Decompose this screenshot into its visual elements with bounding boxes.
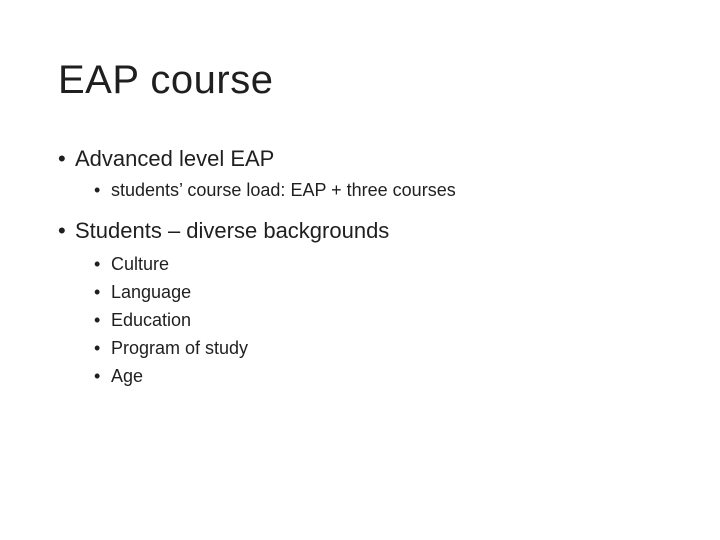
sub-bullet-text: Culture [111, 254, 170, 274]
sub-bullet-text: Language [111, 282, 192, 302]
bullet-text: Advanced level EAP [75, 146, 275, 171]
bullet-icon: • [58, 146, 66, 171]
sub-bullet-text: Education [111, 310, 192, 330]
bullet-icon: • [94, 338, 101, 358]
bullet-text: Students – diverse backgrounds [75, 218, 390, 243]
bullet-icon: • [58, 218, 66, 243]
bullet-icon: • [94, 310, 101, 330]
bullet-icon: • [94, 282, 101, 302]
sub-bullet-item-course-load [58, 176, 678, 204]
sub-bullet-text: Program of study [111, 338, 249, 358]
slide-title: EAP course [58, 58, 274, 102]
bullet-list [58, 144, 678, 390]
sub-bullet-item-program-of-study [58, 334, 678, 362]
sub-bullet-text: students’ course load: EAP + three courses [111, 180, 456, 200]
bullet-icon: • [94, 254, 101, 274]
sub-bullet-item-age [58, 362, 678, 390]
sub-bullet-text: Age [111, 366, 144, 386]
bullet-icon: • [94, 180, 101, 200]
sub-bullet-item-language [58, 278, 678, 306]
sub-bullet-item-education [58, 306, 678, 334]
sub-bullet-item-culture [58, 250, 678, 278]
bullet-item-students [58, 216, 678, 246]
bullet-icon: • [94, 366, 101, 386]
bullet-item-advanced-level [58, 144, 678, 174]
